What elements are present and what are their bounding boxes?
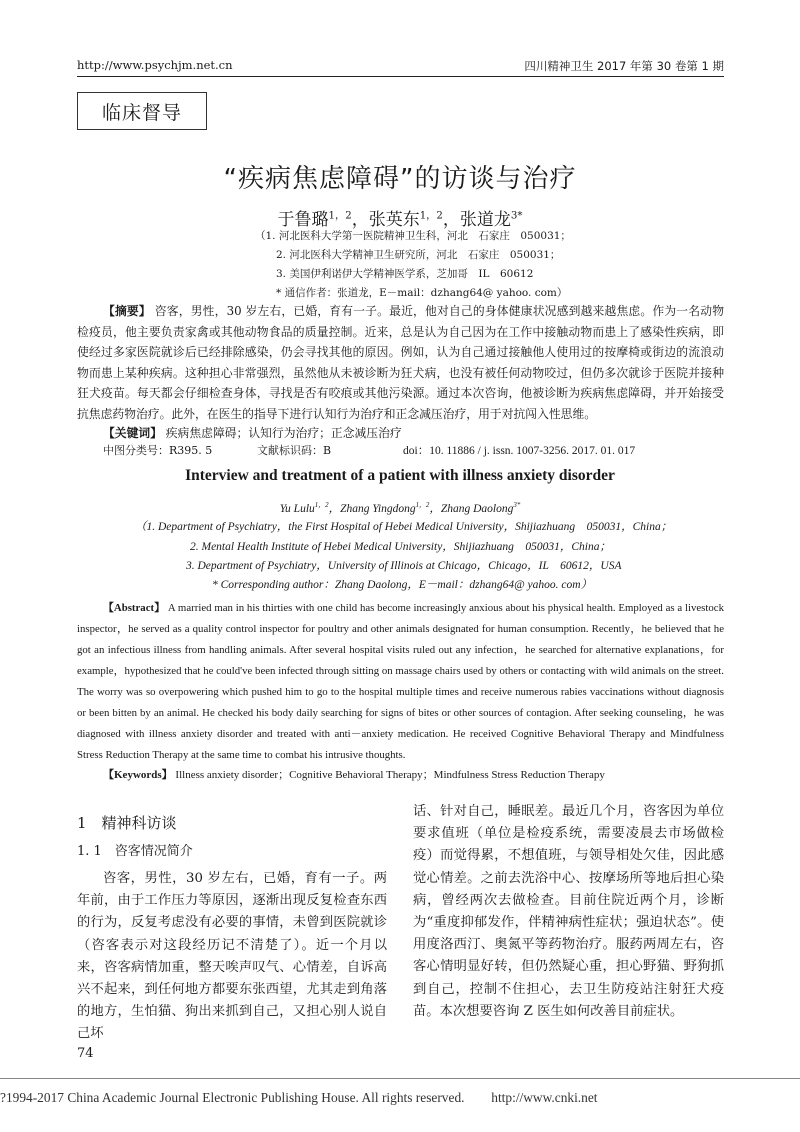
body-right-column: 话、针对自己，睡眠差。最近几个月，咨客因为单位要求值班（单位是检疫系统，需要凌晨去市场做检疫）而觉得累，不想值班，与领导相处欠佳，因此感觉心情差。之前去洗浴中心、按摩场所等地后担心染病，曾经两次去做检查。目前住院近两个月，诊断为“重度抑郁发作，伴精神病性症状；强迫状态”。使用度洛西汀、奥氮平等药物治疗。服药两周左右，咨客心情明显好转，但仍然疑心重，担心野猫、野狗抓到自己，控制不住担心，去卫生防疫站注射狂犬疫苗。本次想要咨询 Z 医生如何改善目前症状。 [413, 804, 724, 1019]
keywords-cn-label: 【关键词】 [103, 426, 162, 440]
author-name: Zhang Daolong [440, 503, 514, 515]
author-name: 张道龙 [459, 210, 511, 230]
author-name: Yu Lulu [279, 503, 315, 515]
section-heading: 1 精神科访谈 [77, 814, 177, 832]
affiliation-cn-3: 3. 美国伊利诺伊大学精神医学系，芝加哥 IL 60612 [276, 268, 534, 280]
page-title: “疾病焦虑障碍”的访谈与治疗 [223, 164, 577, 194]
keywords-en [103, 766, 605, 782]
keywords-cn-text: 疾病焦虑障碍；认知行为治疗；正念减压治疗 [165, 426, 402, 440]
keywords-en-text: Illness anxiety disorder；Cognitive Behavioral Therapy；Mindfulness Stress Reduction Therapy [175, 769, 605, 781]
body-left-column: 咨客，男性，30 岁左右，已婚，育有一子。两年前，由于工作压力等原因，逐渐出现反复检查东西的行为，反复考虑没有必要的事情，未曾到医院就诊（咨客表示对这段经历记不清楚了）。近一个月以来，咨客病情加重，整天唉声叹气、心情差，自诉高兴不起来，到任何地方都要东张西望，尤其走到角落的地方，生怕猫、狗出来抓到自己，又担心别人说自己坏 [77, 871, 387, 1042]
affiliation-en-2: 2. Mental Health Institute of Hebei Medical University，Shijiazhuang 050031，China； [190, 541, 611, 553]
keywords-en-label: 【Keywords】 [103, 769, 173, 781]
clc-number: 中图分类号：R395. 5 [103, 444, 213, 457]
abstract-cn-label: 【摘要】 [103, 304, 151, 318]
subsection-heading: 1. 1 咨客情况简介 [77, 844, 193, 859]
header-url: http://www.psychjm.net.cn [77, 58, 233, 72]
abstract-en-label: 【Abstract】 [103, 602, 166, 614]
affiliation-en-3: 3. Department of Psychiatry，University of Illinois at Chicago，Chicago，IL 60612，USA [186, 560, 622, 572]
author-sup: 1，2 [415, 502, 430, 510]
footer-copyright: ?1994-2017 China Academic Journal Electronic Publishing House. All rights reserved. http://www.cnki.net [0, 1090, 598, 1105]
affiliation-en-4: * Corresponding author：Zhang Daolong，E－mail：dzhang64@ yahoo. com） [212, 579, 593, 591]
authors-cn: 于鲁璐$^{1,2}$，张英东$^{1,2}$，张道龙$^{3*}$ [277, 210, 523, 230]
author-sup: 1，2 [328, 210, 352, 222]
document-code: 文献标识码：B [257, 444, 332, 457]
authors-en: Yu Lulu$^{1,2}$，Zhang Yingdong$^{1,2}$，Zhang Daolong$^{3*}$ [279, 502, 521, 515]
abstract-en-text: A married man in his thirties with one child has become increasingly anxious about his physical health. Employed as a livestock inspector，he served as a quality control inspector for poultry and other animals designated for human consumption. Recently，he believed that he got an infectious illness from handling animals. After several hospital visits ruled out any infection，he searched for alternative explanations，for example，hypothesized that he could've been infected through sitting on massage chairs used by others or contacting with wild animals on the street. The worry was so overpowering which pushed him to go to the hospital multiple times and receive numerous rabies vaccinations without diagnosis or been bitten by an animal. He checked his body daily searching for signs of bites or other sources of contagion. After seeking counseling，he was diagnosed with illness anxiety disorder and treated with anti－anxiety medication. He received Cognitive Behavioral Therapy and Mindfulness Stress Reduction Therapy at the same time to combat his intrusive thoughts. [77, 602, 724, 761]
affiliation-en-1: （1. Department of Psychiatry，the First Hospital of Hebei Medical University，Shijiazhuang 050031，China； [135, 521, 673, 533]
affiliation-cn-1: （1. 河北医科大学第一医院精神卫生科，河北 石家庄 050031； [255, 230, 571, 242]
author-name: 张英东 [368, 210, 420, 230]
doi: doi：10. 11886 / j. issn. 1007-3256. 2017. 01. 017 [403, 445, 636, 457]
affiliation-cn-4: * 通信作者：张道龙，E－mail：dzhang64@ yahoo. com） [276, 287, 568, 299]
author-sup: 1，2 [314, 502, 329, 510]
affiliation-cn-2: 2. 河北医科大学精神卫生研究所，河北 石家庄 050031； [276, 249, 561, 261]
author-sup: 3* [510, 210, 523, 222]
abstract-cn-text: 咨客，男性，30 岁左右，已婚，育有一子。最近，他对自己的身体健康状况感到越来越焦虑。作为一名动物检疫员，他主要负责家禽或其他动物食品的质量控制。近来，总是认为自己因为在工作中接触动物而患上了感染性疾病，即使经过多家医院就诊后已经排除感染，仍会寻找其他的原因。例如，认为自己通过接触他人使用过的按摩椅或街边的流浪动物而患上某种疾病。这种担心非常强烈，虽然他从未被诊断为狂犬病，也没有被任何动物咬过，但仍多次就诊于医院并接种狂犬疫苗。每天都会仔细检查身体，寻找是否有咬痕或其他污染源。通过本次咨询，他被诊断为疾病焦虑障碍，并开始接受抗焦虑药物治疗。此外，在医生的指导下进行认知行为治疗和正念减压治疗，用于对抗闯入性思维。 [77, 304, 724, 421]
header-rule [77, 76, 724, 77]
author-sup: 1，2 [419, 210, 443, 222]
page-number: 74 [77, 1046, 94, 1061]
footer-rule [0, 1078, 800, 1079]
header-journal: 四川精神卫生 2017 年第 30 卷第 1 期 [524, 59, 724, 73]
abstract-cn [77, 301, 724, 424]
author-name: 于鲁璐 [277, 210, 329, 230]
section-label: 临床督导 [77, 92, 207, 130]
abstract-en [77, 598, 724, 766]
title-en: Interview and treatment of a patient with illness anxiety disorder [185, 467, 615, 484]
keywords-cn [103, 424, 402, 441]
author-name: Zhang Yingdong [340, 503, 416, 515]
author-sup: 3* [513, 502, 521, 510]
